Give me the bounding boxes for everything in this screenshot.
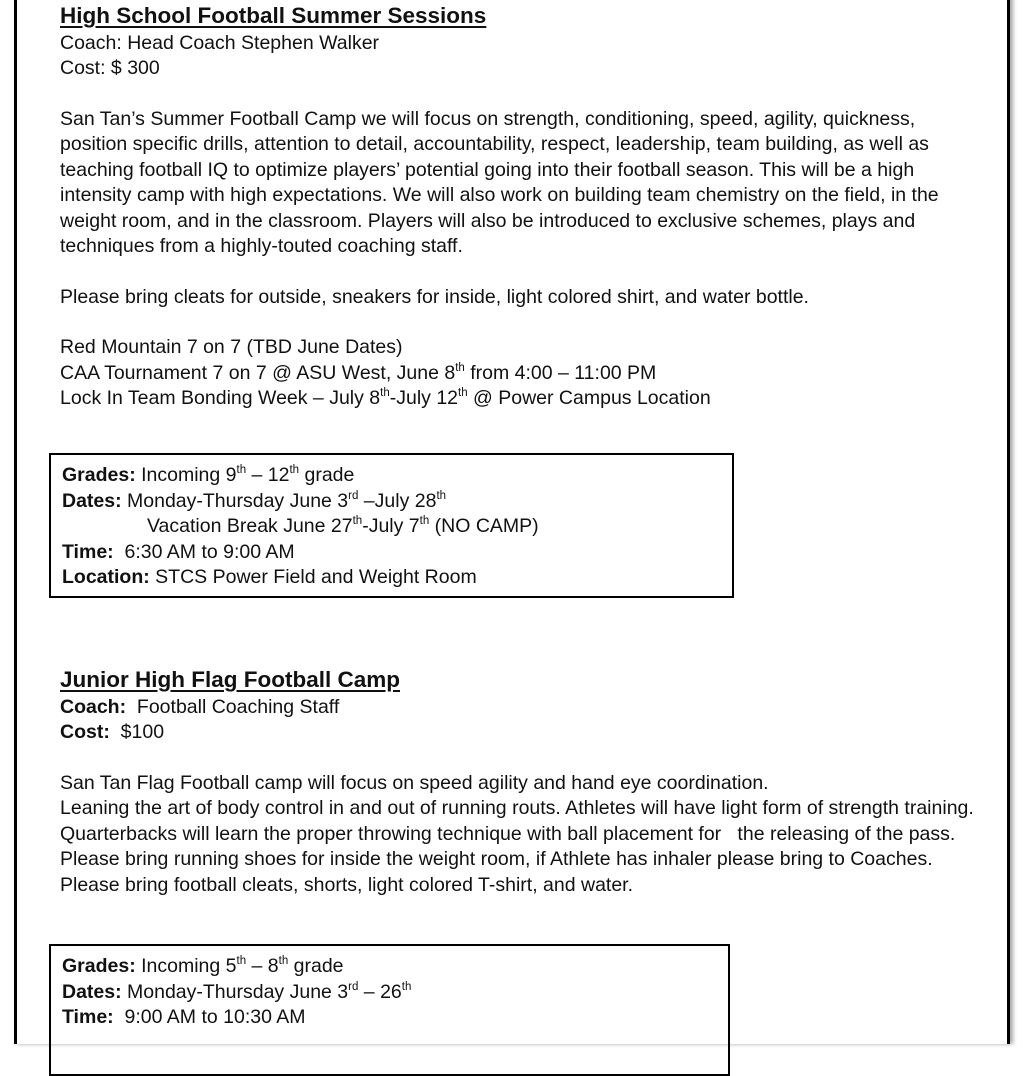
hs-title: High School Football Summer Sessions (60, 3, 487, 28)
hs-cost: Cost: $ 300 (60, 57, 160, 79)
jh-grades: Grades: Incoming 5th – 8th grade (62, 955, 344, 977)
hs-location: Location: STCS Power Field and Weight Room (62, 566, 477, 588)
hs-vacation: Vacation Break June 27th-July 7th (NO CAMP) (147, 515, 539, 537)
jh-cost: Cost: $100 (60, 721, 165, 743)
jh-section (60, 666, 1000, 898)
hs-info-box (49, 453, 734, 598)
jh-time: Time: 9:00 AM to 10:30 AM (62, 1006, 306, 1028)
hs-coach: Coach: Head Coach Stephen Walker (60, 31, 380, 54)
hs-event-3: Lock In Team Bonding Week – July 8th-July 12th @ Power Campus Location (60, 387, 711, 409)
jh-coach: Coach: Football Coaching Staff (60, 695, 340, 718)
hs-time: Time: 6:30 AM to 9:00 AM (62, 540, 295, 563)
jh-description: Leaning the art of body control in and out of running routs. Athletes will have light form of strength training. Quarterbacks will learn the proper throwing technique with ball placement for the releasing of the pass. Please bring running shoes for inside the weight room, if Athlete has inhaler please bring to Coaches. Please bring football cleats, shorts, light colored T-shirt, and water. (60, 797, 985, 896)
hs-event-2: CAA Tournament 7 on 7 @ ASU West, June 8th from 4:00 – 11:00 PM (60, 361, 657, 384)
jh-description-line1: San Tan Flag Football camp will focus on speed agility and hand eye coordination. (60, 771, 769, 794)
hs-bring: Please bring cleats for outside, sneakers for inside, light colored shirt, and water bottle. (60, 285, 809, 308)
jh-title: Junior High Flag Football Camp (60, 667, 400, 692)
hs-description: San Tan’s Summer Football Camp we will focus on strength, conditioning, speed, agility, quickness, position specific drills, attention to detail, accountability, respect, leadership, team building, as well as teaching football IQ to optimize players’ potential going into their football season. This will be a high intensity camp with high expectations. We will also work on building team chemistry on the field, in the weight room, and in the classroom. Players will also be introduced to exclusive schemes, plays and techniques from a highly-touted coaching staff. (60, 107, 939, 257)
hs-grades: Grades: Incoming 9th – 12th grade (62, 464, 355, 486)
hs-event-1: Red Mountain 7 on 7 (TBD June Dates) (60, 336, 403, 358)
jh-dates: Dates: Monday-Thursday June 3rd – 26th (62, 980, 412, 1003)
jh-info-box (49, 944, 730, 1076)
hs-dates: Dates: Monday-Thursday June 3rd –July 28th (62, 489, 447, 512)
document-body (60, 0, 1000, 412)
